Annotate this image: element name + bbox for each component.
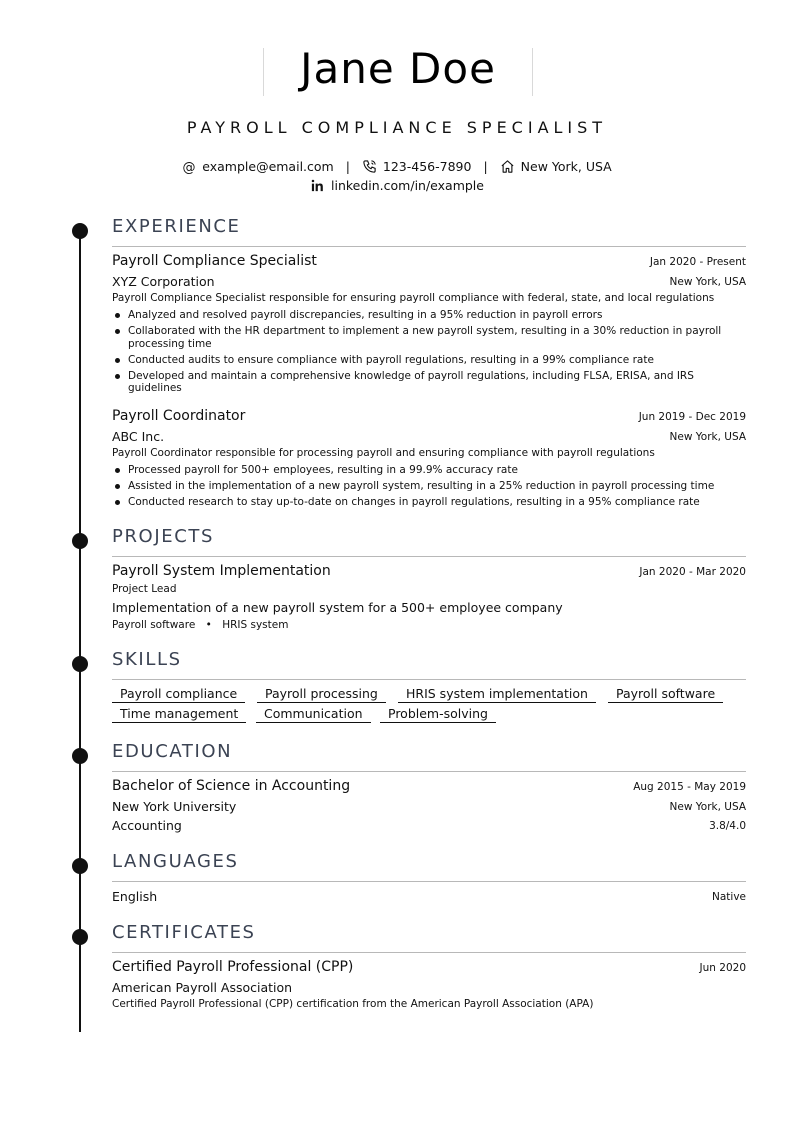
languages-heading: LANGUAGES <box>112 851 239 872</box>
timeline-dot <box>72 656 88 672</box>
timeline-dot <box>72 858 88 874</box>
job-bullets <box>112 309 746 398</box>
location-text: New York, USA <box>520 159 612 174</box>
education-heading: EDUCATION <box>112 741 233 762</box>
job-bullet: Developed and maintain a comprehensive knowledge of payroll regulations, including FLSA, ERISA, and IRS guidelines <box>112 370 746 395</box>
svg-text:@: @ <box>182 160 196 174</box>
job-bullet: Processed payroll for 500+ employees, resulting in a 99.9% accuracy rate <box>112 464 746 477</box>
certificates-heading: CERTIFICATES <box>112 922 256 943</box>
job-bullet: Conducted audits to ensure compliance with payroll regulations, resulting in a 99% compliance rate <box>112 354 746 367</box>
language-level: Native <box>712 891 746 903</box>
phone-text: 123-456-7890 <box>382 159 472 174</box>
project-tech <box>112 619 746 631</box>
certificate-date: Jun 2020 <box>699 962 746 974</box>
project-role: Project Lead <box>112 583 177 595</box>
project-tech-item: HRIS system <box>222 619 289 631</box>
tech-separator: • <box>205 619 212 631</box>
project-description: Implementation of a new payroll system for a 500+ employee company <box>112 600 563 615</box>
job-bullet: Assisted in the implementation of a new payroll system, resulting in a 25% reduction in payroll processing time <box>112 480 746 493</box>
home-icon <box>500 159 515 174</box>
degree: Bachelor of Science in Accounting <box>112 778 351 794</box>
linkedin-icon <box>310 178 325 193</box>
skill-tag: Communication <box>256 706 371 723</box>
job-company: ABC Inc. <box>112 429 165 444</box>
candidate-name: Jane Doe <box>300 44 496 93</box>
certificate-description: Certified Payroll Professional (CPP) certification from the American Payroll Association (APA) <box>112 998 594 1010</box>
phone-contact[interactable] <box>362 159 476 174</box>
certificate-name: Certified Payroll Professional (CPP) <box>112 959 354 975</box>
language-name: English <box>112 889 158 904</box>
section-divider <box>112 679 746 680</box>
contact-separator: | <box>483 159 488 174</box>
skill-tag: Payroll software <box>608 686 723 703</box>
education-location: New York, USA <box>669 801 746 813</box>
skill-tag: Payroll compliance <box>112 686 245 703</box>
timeline-dot <box>72 748 88 764</box>
job-company: XYZ Corporation <box>112 274 215 289</box>
skill-tag: Problem-solving <box>380 706 496 723</box>
section-divider <box>112 881 746 882</box>
job-title: PAYROLL COMPLIANCE SPECIALIST <box>186 118 608 137</box>
job-summary: Payroll Compliance Specialist responsible for ensuring payroll compliance with federal, state, and local regulations <box>112 292 715 304</box>
timeline-line <box>79 226 81 1032</box>
section-divider <box>112 952 746 953</box>
gpa: 3.8/4.0 <box>709 820 746 832</box>
job-location: New York, USA <box>669 431 746 443</box>
name-frame <box>263 44 533 96</box>
timeline-dot <box>72 533 88 549</box>
timeline-dot <box>72 223 88 239</box>
job-position: Payroll Compliance Specialist <box>112 253 317 269</box>
linkedin-line <box>0 178 794 193</box>
job-dates: Jan 2020 - Present <box>649 256 746 268</box>
contact-line <box>0 159 794 174</box>
job-summary: Payroll Coordinator responsible for processing payroll and ensuring compliance with payroll regulations <box>112 447 655 459</box>
education-dates: Aug 2015 - May 2019 <box>633 781 746 793</box>
job-position: Payroll Coordinator <box>112 408 246 424</box>
section-divider <box>112 246 746 247</box>
contact-separator: | <box>345 159 350 174</box>
linkedin-text: linkedin.com/in/example <box>331 178 484 193</box>
section-divider <box>112 771 746 772</box>
project-tech-item: Payroll software <box>112 619 196 631</box>
skill-tag: HRIS system implementation <box>398 686 596 703</box>
school: New York University <box>112 799 237 814</box>
skills-heading: SKILLS <box>112 649 182 670</box>
job-bullet: Conducted research to stay up-to-date on changes in payroll regulations, resulting in a 95% compliance rate <box>112 496 746 509</box>
section-divider <box>112 556 746 557</box>
field-of-study: Accounting <box>112 818 182 833</box>
email-contact[interactable] <box>182 159 337 174</box>
job-bullet: Analyzed and resolved payroll discrepancies, resulting in a 95% reduction in payroll errors <box>112 309 746 322</box>
project-dates: Jan 2020 - Mar 2020 <box>639 566 746 578</box>
linkedin-contact[interactable] <box>310 178 484 193</box>
certificate-issuer: American Payroll Association <box>112 980 293 995</box>
job-bullets <box>112 464 746 512</box>
skill-tag: Payroll processing <box>257 686 386 703</box>
timeline-dot <box>72 929 88 945</box>
project-name: Payroll System Implementation <box>112 563 331 579</box>
experience-heading: EXPERIENCE <box>112 216 241 237</box>
location-contact <box>500 159 612 174</box>
at-icon <box>182 160 196 174</box>
job-location: New York, USA <box>669 276 746 288</box>
job-dates: Jun 2019 - Dec 2019 <box>638 411 746 423</box>
projects-heading: PROJECTS <box>112 526 215 547</box>
phone-icon <box>362 159 377 174</box>
skill-tag: Time management <box>112 706 246 723</box>
email-text: example@email.com <box>202 159 334 174</box>
job-bullet: Collaborated with the HR department to implement a new payroll system, resulting in a 30% reduction in payroll processing time <box>112 325 746 350</box>
